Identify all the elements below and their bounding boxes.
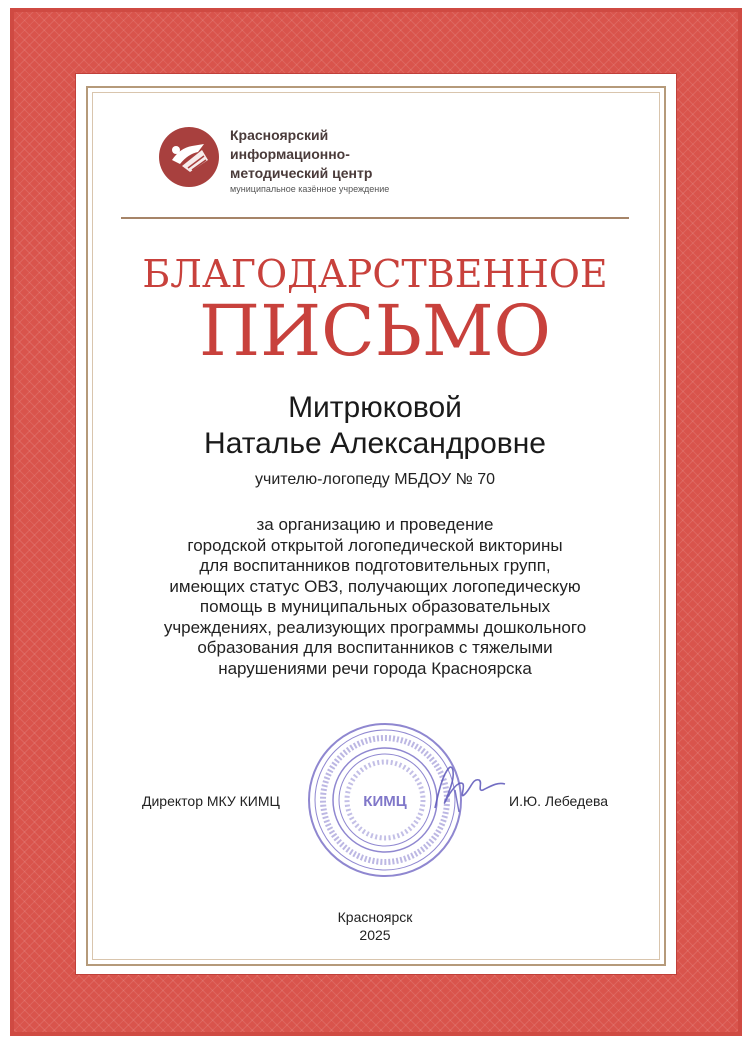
- title-line1: БЛАГОДАРСТВЕННОЕ: [142, 252, 608, 296]
- signatory-name: И.Ю. Лебедева: [509, 793, 609, 809]
- reason-line: имеющих статус ОВЗ, получающих логопедическую: [169, 576, 581, 596]
- handwritten-signature: [425, 760, 515, 820]
- reason-line: помощь в муниципальных образовательных: [199, 597, 551, 616]
- title-line2: ПИСЬМО: [199, 290, 551, 372]
- recipient-given-names: Наталье Александровне: [204, 427, 546, 460]
- organization-name-line3: методический центр: [230, 165, 373, 181]
- footer-city: Красноярск: [337, 909, 413, 925]
- organization-name: [230, 126, 389, 195]
- organization-logo-icon: [158, 126, 220, 188]
- stamp-center-text: КИМЦ: [363, 793, 407, 810]
- signatory-role: Директор МКУ КИМЦ: [142, 793, 280, 809]
- footer-place-date: [275, 908, 475, 944]
- reason-line: городской открытой логопедической викторины: [187, 535, 563, 555]
- recipient-position: учителю-логопеду МБДОУ № 70: [254, 471, 495, 488]
- organization-logo-block: [158, 126, 418, 198]
- reason-line: нарушениями речи города Красноярска: [218, 658, 532, 678]
- recipient-name: [100, 390, 650, 462]
- reason-line: для воспитанников подготовительных групп,: [199, 556, 551, 575]
- organization-subtitle: муниципальное казённое учреждение: [230, 184, 390, 194]
- organization-name-line1: Красноярский: [230, 127, 329, 143]
- reason-line: за организацию и проведение: [256, 515, 494, 534]
- reason-line: учреждениях, реализующих программы дошкольного: [163, 617, 587, 637]
- reason-line: образования для воспитанников с тяжелыми: [197, 638, 553, 657]
- footer-year: 2025: [359, 927, 391, 943]
- header-divider: [121, 217, 629, 219]
- recipient-surname: Митрюковой: [288, 391, 462, 424]
- reason-text: [110, 515, 640, 679]
- organization-name-line2: информационно-: [230, 146, 350, 162]
